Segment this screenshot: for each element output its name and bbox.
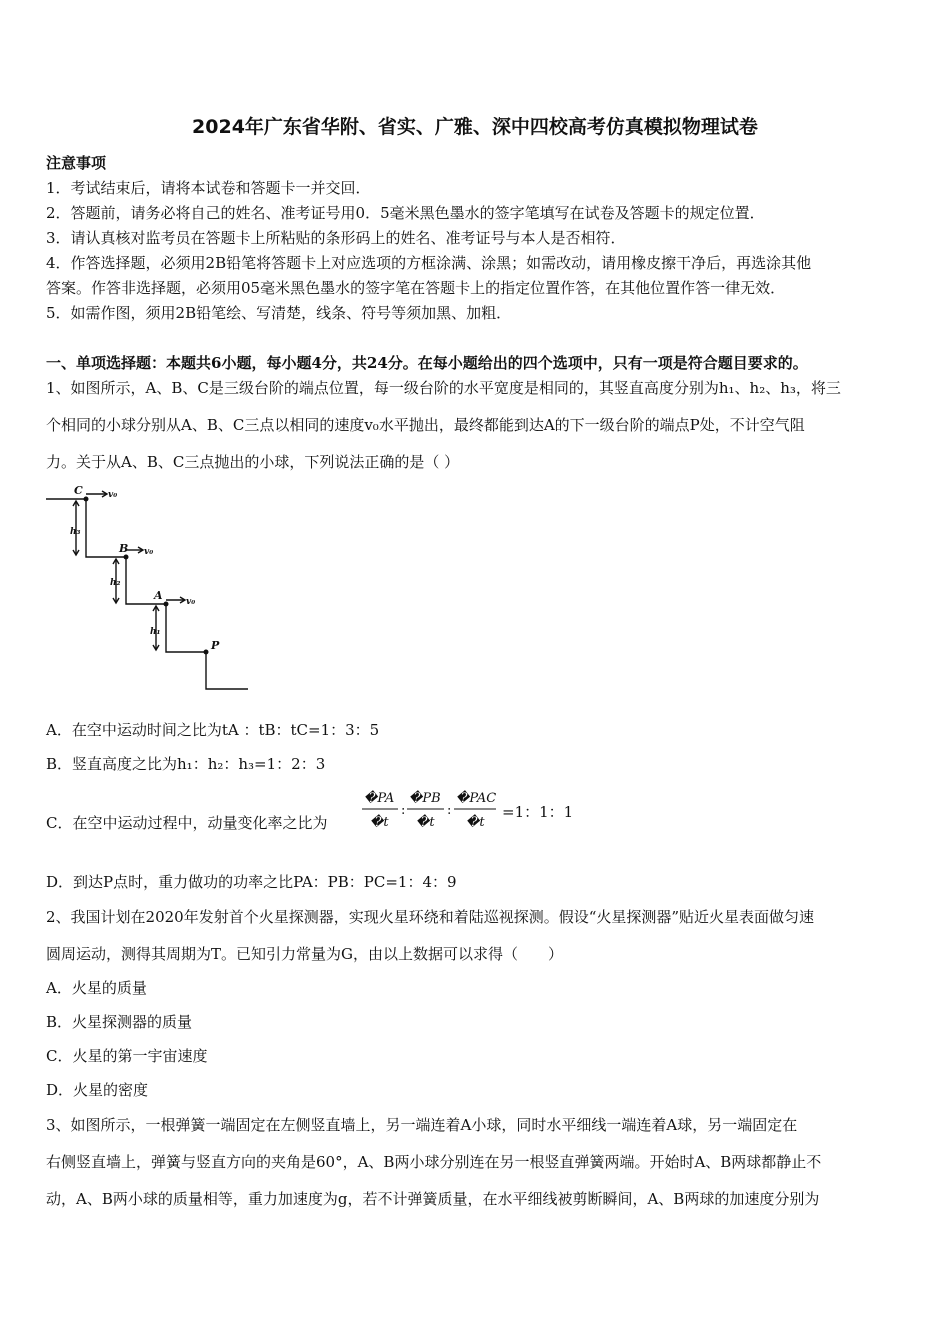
label-c: C [74, 484, 83, 497]
formula-numerator-b: �PB [409, 791, 441, 806]
question-1-text: 力。关于从A、B、C三点抛出的小球，下列说法正确的是（ ） [46, 453, 460, 471]
label-b: B [119, 542, 129, 555]
label-v0: v₀ [108, 490, 118, 500]
option-b: B．竖直高度之比为h₁：h₂：h₃=1：2：3 [46, 755, 326, 773]
formula-colon: : [447, 803, 452, 818]
option-c: C．火星的第一宇宙速度 [46, 1047, 208, 1065]
point-p [204, 650, 209, 655]
formula-denominator: �t [416, 815, 435, 830]
formula-colon: : [401, 803, 406, 818]
label-a: A [154, 589, 163, 602]
notice-item: 1．考试结束后，请将本试卷和答题卡一并交回． [46, 179, 371, 197]
notice-item: 答案。作答非选择题，必须用05毫米黑色墨水的签字笔在答题卡上的指定位置作答，在其他位置作答一律无效． [46, 279, 786, 297]
label-v0: v₀ [186, 597, 196, 607]
option-c-suffix: =1：1：1 [502, 803, 574, 821]
question-2-text: 2、我国计划在2020年发射首个火星探测器，实现火星环绕和着陆巡视探测。假设“火星探测器”贴近火星表面做匀速 [46, 908, 815, 926]
point-c [84, 497, 89, 502]
question-1-text: 1、如图所示，A、B、C是三级台阶的端点位置，每一级台阶的水平宽度是相同的，其竖直高度分别为h₁、h₂、h₃，将三 [46, 379, 841, 397]
question-3-text: 3、如图所示，一根弹簧一端固定在左侧竖直墙上，另一端连着A小球，同时水平细线一端连着A球，另一端固定在 [46, 1116, 798, 1134]
formula-denominator: �t [370, 815, 389, 830]
staircase-figure [44, 482, 254, 697]
label-h3: h₃ [70, 527, 81, 537]
page-title: 2024年广东省华附、省实、广雅、深中四校高考仿真模拟物理试卷 [192, 116, 758, 138]
formula-denominator: �t [466, 815, 485, 830]
label-v0: v₀ [144, 547, 154, 557]
question-3-text: 动，A、B两小球的质量相等，重力加速度为g，若不计弹簧质量，在水平细线被剪断瞬间，A、B两球的加速度分别为 [46, 1190, 820, 1208]
notice-item: 2．答题前，请务必将自己的姓名、准考证号用0．5毫米黑色墨水的签字笔填写在试卷及答题卡的规定位置． [46, 204, 765, 222]
question-3-text: 右侧竖直墙上，弹簧与竖直方向的夹角是60°，A、B两小球分别连在另一根竖直弹簧两端。开始时A、B两球都静止不 [46, 1153, 822, 1171]
option-a: A．火星的质量 [46, 979, 147, 997]
point-a [164, 602, 169, 607]
option-c-prefix: C．在空中运动过程中，动量变化率之比为 [46, 814, 328, 832]
question-1-text: 个相同的小球分别从A、B、C三点以相同的速度v₀水平抛出，最终都能到达A的下一级台阶的端点P处，不计空气阻 [46, 416, 805, 434]
option-a: A．在空中运动时间之比为tA ：tB：tC=1：3：5 [46, 721, 380, 739]
question-2-text: 圆周运动，测得其周期为T。已知引力常量为G，由以上数据可以求得（ ） [46, 945, 563, 963]
momentum-rate-formula [360, 786, 580, 836]
option-d: D．火星的密度 [46, 1081, 149, 1099]
section-heading: 一、单项选择题：本题共6小题，每小题4分，共24分。在每小题给出的四个选项中，只有一项是符合题目要求的。 [46, 354, 808, 372]
label-p: P [211, 639, 220, 652]
label-h2: h₂ [110, 578, 121, 588]
point-b [124, 555, 129, 560]
formula-numerator-ac: �PAC [456, 791, 497, 806]
formula-numerator-a: �PA [364, 791, 395, 806]
notice-item: 5．如需作图，须用2B铅笔绘、写清楚，线条、符号等须加黑、加粗． [46, 304, 512, 322]
notice-item: 4．作答选择题，必须用2B铅笔将答题卡上对应选项的方框涂满、涂黑；如需改动，请用橡皮擦干净后，再选涂其他 [46, 254, 812, 272]
option-b: B．火星探测器的质量 [46, 1013, 193, 1031]
label-h1: h₁ [150, 627, 161, 637]
option-d: D．到达P点时，重力做功的功率之比PA：PB：PC=1：4：9 [46, 873, 457, 891]
notice-heading: 注意事项 [46, 154, 107, 172]
notice-item: 3．请认真核对监考员在答题卡上所粘贴的条形码上的姓名、准考证号与本人是否相符． [46, 229, 626, 247]
